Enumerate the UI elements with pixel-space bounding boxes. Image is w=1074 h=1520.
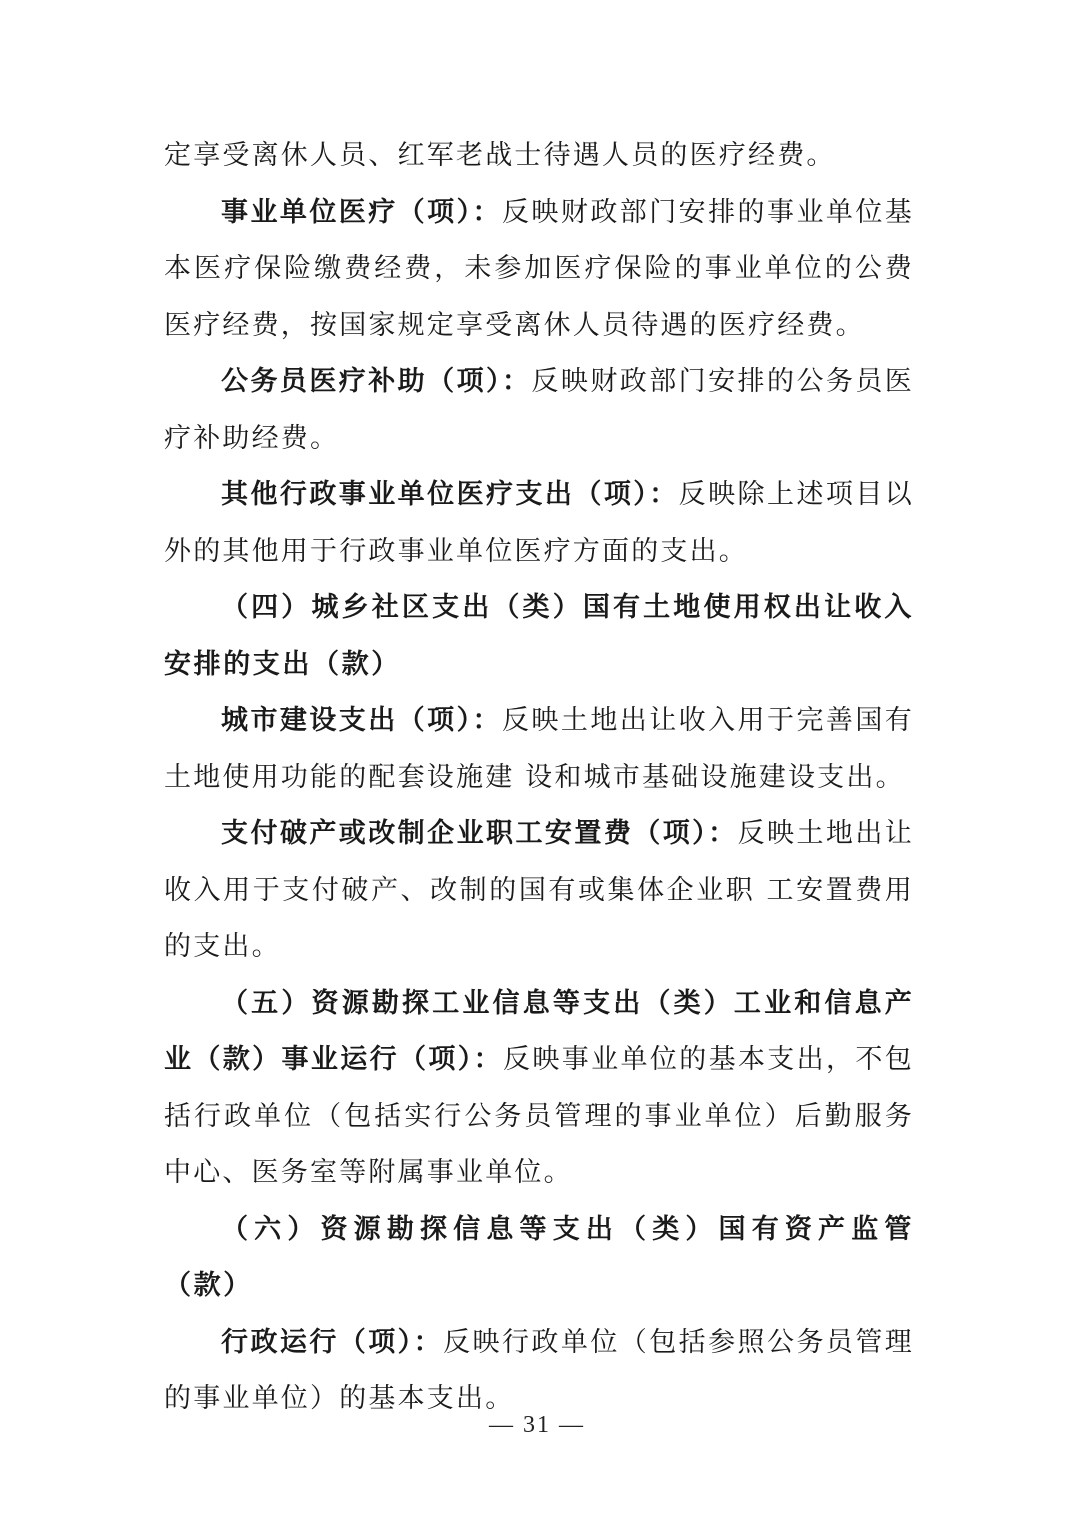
paragraph-continuation [164, 128, 914, 185]
paragraph-term: 事业单位医疗（项）： [221, 196, 502, 228]
paragraph-term: 行政运行（项）： [221, 1326, 444, 1358]
section-heading-text: （六）资源勘探信息等支出（类）国有资产监管（款） [164, 1213, 914, 1301]
paragraph-worker-resettlement [164, 806, 914, 976]
paragraph-term: 其他行政事业单位医疗支出（项）： [221, 479, 679, 510]
paragraph-text: 反映除上述项目以外的其他用于行政事业单位医疗方面的支出。 [164, 479, 914, 567]
paragraph-civil-servant-medical-subsidy [164, 354, 914, 467]
section-heading-4 [164, 580, 914, 693]
paragraph-other-medical-expenditure [164, 467, 914, 580]
section-heading-text: （五）资源勘探工业信息等支出（类）工业和信息产业（款）事业运行（项）： [164, 987, 914, 1075]
paragraph-text: 反映事业单位的基本支出，不包括行政单位（包括实行公务员管理的事业单位）后勤服务中心、医务室等附属事业单位。 [164, 1044, 914, 1188]
paragraph-administrative-operation [164, 1315, 914, 1428]
paragraph-text: 反映土地出让收入用于支付破产、改制的国有或集体企业职 工安置费用的支出。 [164, 818, 914, 962]
paragraph-text: 反映土地出让收入用于完善国有土地使用功能的配套设施建 设和城市基础设施建设支出。 [164, 705, 914, 793]
paragraph-term: 公务员医疗补助（项）： [221, 366, 532, 397]
paragraph-medical-public-institutions [164, 185, 914, 355]
document-body [164, 128, 914, 1428]
paragraph-text: 定享受离休人员、红军老战士待遇人员的医疗经费。 [164, 140, 836, 171]
paragraph-term: 城市建设支出（项）： [221, 705, 502, 736]
paragraph-text: 反映行政单位（包括参照公务员管理的事业单位）的基本支出。 [164, 1326, 914, 1414]
section-heading-5 [164, 976, 914, 1202]
paragraph-text: 反映财政部门安排的事业单位基本医疗保险缴费经费，未参加医疗保险的事业单位的公费医疗经费，按国家规定享受离休人员待遇的医疗经费。 [164, 196, 914, 341]
paragraph-urban-construction [164, 693, 914, 806]
section-heading-6 [164, 1202, 914, 1315]
paragraph-text: 反映财政部门安排的公务员医疗补助经费。 [164, 366, 914, 454]
paragraph-term: 支付破产或改制企业职工安置费（项）： [221, 818, 738, 849]
page-number: — 31 — [489, 1412, 585, 1438]
section-heading-text: （四）城乡社区支出（类）国有土地使用权出让收入安排的支出（款） [164, 592, 914, 680]
